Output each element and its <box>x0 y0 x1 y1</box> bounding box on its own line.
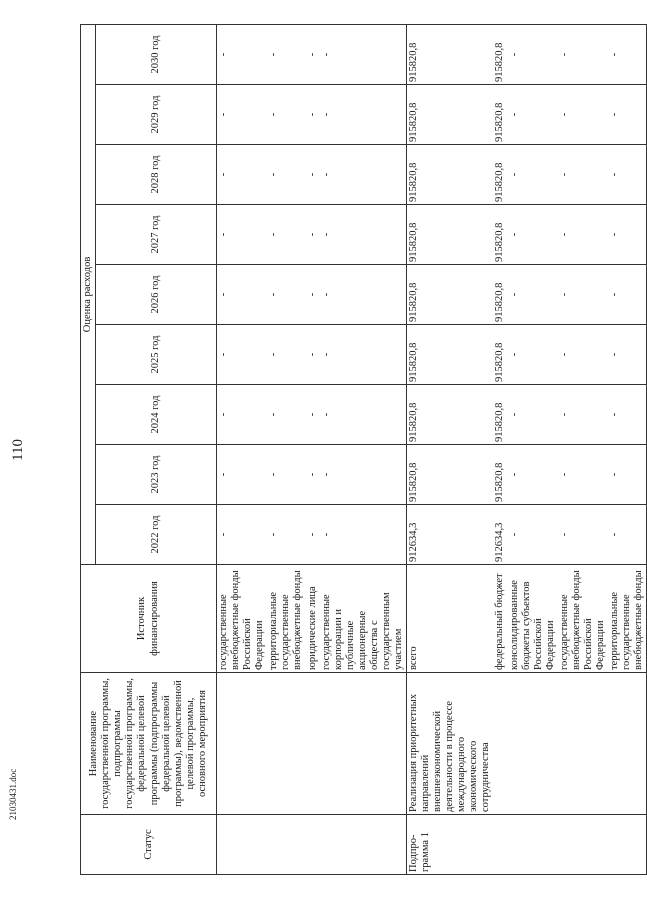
row-name <box>306 673 320 815</box>
row-value: - <box>508 145 558 205</box>
row-value: - <box>608 385 647 445</box>
row-value: - <box>508 265 558 325</box>
row-source: всего <box>407 565 494 673</box>
row-value: 915820,8 <box>493 445 507 505</box>
table-row <box>608 24 647 874</box>
row-name <box>493 673 507 815</box>
header-row-top <box>81 24 96 874</box>
header-estimate: Оценка расходов <box>81 24 96 564</box>
row-status <box>306 815 320 875</box>
row-value: - <box>217 24 268 84</box>
row-name <box>320 673 407 815</box>
row-value: - <box>558 505 608 565</box>
table-row <box>558 24 608 874</box>
row-value: - <box>608 205 647 265</box>
row-value: - <box>306 505 320 565</box>
row-value: 912634,3 <box>493 505 507 565</box>
row-value: - <box>508 85 558 145</box>
row-source: консолидированные бюджеты субъектов Российской Федерации <box>508 565 558 673</box>
row-source: территориальные государственные внебюджетные фонды <box>608 565 647 673</box>
row-value: - <box>267 385 305 445</box>
row-value: - <box>508 325 558 385</box>
row-value: - <box>508 205 558 265</box>
row-value: - <box>508 385 558 445</box>
row-value: - <box>320 265 407 325</box>
row-source: государственные внебюджетные фонды Российской Федерации <box>558 565 608 673</box>
row-status <box>508 815 558 875</box>
row-value: - <box>306 445 320 505</box>
row-name: Реализация приоритетных направлений внешнеэкономической деятельности в процессе международного экономического сотрудничества <box>407 673 494 815</box>
row-source: федеральный бюджет <box>493 565 507 673</box>
row-status <box>493 815 507 875</box>
header-name: Наименование государственной программы, подпрограммы государственной программы, федеральной целевой программы (подпрограммы федеральной целевой программы), ведомственной целевой программы, основного мероприятия <box>81 673 217 815</box>
table-row <box>320 24 407 874</box>
row-value: - <box>306 85 320 145</box>
row-status <box>217 815 268 875</box>
row-value: - <box>558 445 608 505</box>
table-row <box>493 24 507 874</box>
row-value: 915820,8 <box>407 24 494 84</box>
row-value: - <box>306 205 320 265</box>
table-row <box>508 24 558 874</box>
row-value: - <box>608 325 647 385</box>
row-value: - <box>217 205 268 265</box>
row-value: - <box>267 505 305 565</box>
row-value: 915820,8 <box>407 445 494 505</box>
row-value: - <box>267 85 305 145</box>
row-value: - <box>320 445 407 505</box>
row-value: - <box>558 205 608 265</box>
header-year-2023: 2023 год <box>96 445 217 505</box>
header-year-2027: 2027 год <box>96 205 217 265</box>
row-value: 915820,8 <box>493 385 507 445</box>
header-source: Источник финансирования <box>81 565 217 673</box>
row-name <box>267 673 305 815</box>
row-name <box>217 673 268 815</box>
row-value: - <box>608 24 647 84</box>
row-value: - <box>320 205 407 265</box>
header-year-2026: 2026 год <box>96 265 217 325</box>
row-value: - <box>320 85 407 145</box>
header-year-2022: 2022 год <box>96 505 217 565</box>
row-value: 915820,8 <box>493 85 507 145</box>
row-value: - <box>217 265 268 325</box>
row-value: 915820,8 <box>493 325 507 385</box>
row-value: - <box>320 325 407 385</box>
row-value: - <box>267 265 305 325</box>
row-value: - <box>217 445 268 505</box>
row-value: - <box>306 24 320 84</box>
row-value: - <box>217 505 268 565</box>
row-value: - <box>508 24 558 84</box>
row-value: 915820,8 <box>493 24 507 84</box>
row-value: - <box>608 85 647 145</box>
row-status <box>558 815 608 875</box>
row-value: 915820,8 <box>407 385 494 445</box>
row-name <box>558 673 608 815</box>
row-value: - <box>306 265 320 325</box>
row-source: государственные корпорации и публичные акционерные общества с государственным участием <box>320 565 407 673</box>
table-row <box>407 24 494 874</box>
footer-doc-note: 21030431.doc <box>8 768 18 820</box>
row-value: - <box>217 85 268 145</box>
row-value: - <box>217 145 268 205</box>
row-value: - <box>320 24 407 84</box>
header-year-2029: 2029 год <box>96 85 217 145</box>
row-value: - <box>320 145 407 205</box>
row-value: - <box>306 385 320 445</box>
row-value: - <box>267 24 305 84</box>
row-value: - <box>306 145 320 205</box>
header-year-2025: 2025 год <box>96 325 217 385</box>
row-value: - <box>306 325 320 385</box>
row-value: - <box>608 505 647 565</box>
row-value: 915820,8 <box>407 85 494 145</box>
row-status <box>608 815 647 875</box>
row-value: - <box>320 505 407 565</box>
row-value: 915820,8 <box>493 205 507 265</box>
row-value: - <box>558 145 608 205</box>
header-status: Статус <box>81 815 217 875</box>
row-value: 915820,8 <box>493 145 507 205</box>
row-value: - <box>508 505 558 565</box>
row-value: - <box>217 385 268 445</box>
row-source: юридические лица <box>306 565 320 673</box>
row-value: 912634,3 <box>407 505 494 565</box>
row-value: - <box>320 385 407 445</box>
budget-table <box>80 24 647 875</box>
header-year-2030: 2030 год <box>96 24 217 84</box>
row-value: - <box>558 265 608 325</box>
row-value: 915820,8 <box>407 265 494 325</box>
table-row <box>217 24 268 874</box>
row-status <box>320 815 407 875</box>
row-value: - <box>608 445 647 505</box>
page-number: 110 <box>10 439 26 461</box>
row-value: - <box>508 445 558 505</box>
row-status: Подпро-грамма 1 <box>407 815 494 875</box>
row-name <box>608 673 647 815</box>
table-row <box>267 24 305 874</box>
row-value: - <box>608 265 647 325</box>
row-value: - <box>558 385 608 445</box>
row-value: - <box>267 145 305 205</box>
row-name <box>508 673 558 815</box>
row-value: 915820,8 <box>493 265 507 325</box>
row-value: 915820,8 <box>407 205 494 265</box>
row-source: государственные внебюджетные фонды Российской Федерации <box>217 565 268 673</box>
row-status <box>267 815 305 875</box>
row-value: - <box>267 205 305 265</box>
row-value: - <box>608 145 647 205</box>
row-value: - <box>558 24 608 84</box>
row-value: 915820,8 <box>407 325 494 385</box>
row-value: - <box>267 325 305 385</box>
row-value: 915820,8 <box>407 145 494 205</box>
row-value: - <box>217 325 268 385</box>
table-row <box>306 24 320 874</box>
row-value: - <box>267 445 305 505</box>
header-year-2028: 2028 год <box>96 145 217 205</box>
row-value: - <box>558 325 608 385</box>
row-source: территориальные государственные внебюджетные фонды <box>267 565 305 673</box>
row-value: - <box>558 85 608 145</box>
header-year-2024: 2024 год <box>96 385 217 445</box>
